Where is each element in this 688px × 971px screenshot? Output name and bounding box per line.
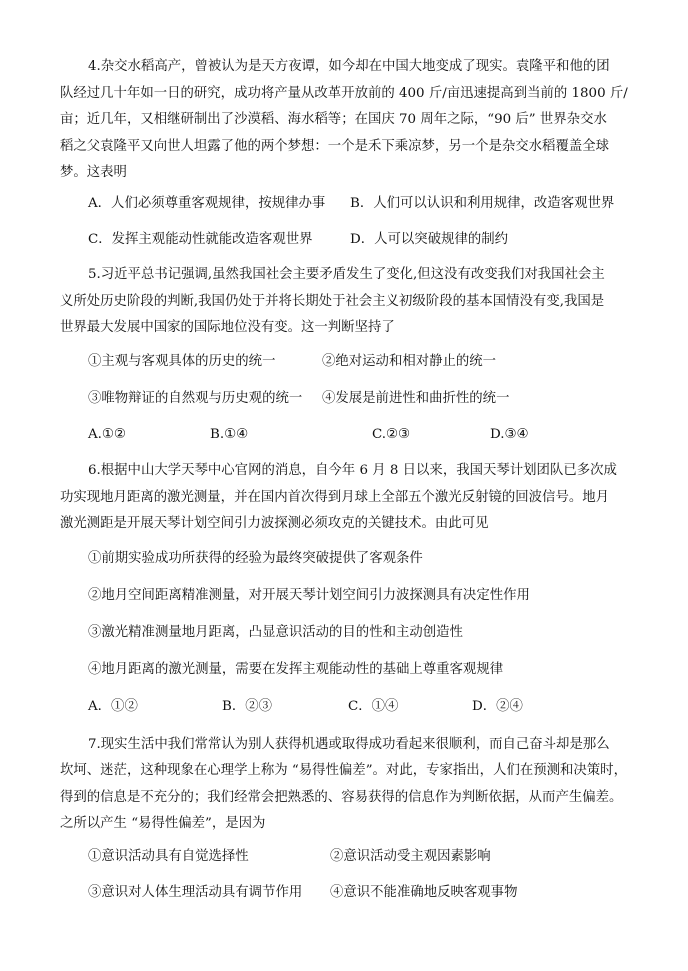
q7-stem-line: 7.现实生活中我们常常认为别人获得机遇或取得成功看起来很顺利，而自己奋斗却是那么 [88,737,610,752]
q4-stem-line: 亩；近几年，又相继研制出了沙漠稻、海水稻等；在国庆 70 周年之际，“90 后” 世界杂交水 [60,112,607,127]
q5-option-d[interactable]: D.③④ [490,427,529,442]
q6-stem-line: 6.根据中山大学天琴中心官网的消息，自今年 6 月 8 日以来，我国天琴计划团队已多次成 [88,463,617,478]
q4-stem-line: 4.杂交水稻高产，曾被认为是天方夜谭，如今却在中国大地变成了现实。袁隆平和他的团 [88,59,610,74]
q5-stem-line: 义所处历史阶段的判断,我国仍处于并将长期处于社会主义初级阶段的基本国情没有变,我国是 [60,294,605,309]
q6-option-d[interactable]: D．②④ [472,699,523,714]
q4-stem-line: 队经过几十年如一日的研究，成功将产量从改革开放前的 400 斤/亩迅速提高到当前的 1800 斤/ [60,86,628,101]
q7-stem-line: 之所以产生 “易得性偏差”，是因为 [60,816,266,831]
q7-item-4: ④意识不能准确地反映客观事物 [330,885,518,900]
q6-option-a[interactable]: A．①② [88,699,138,714]
q4-option-d[interactable]: D．人可以突破规律的制约 [350,232,509,247]
q4-stem-line: 梦。这表明 [60,165,127,180]
q6-option-c[interactable]: C．①④ [348,699,399,714]
q6-item-4: ④地月距离的激光测量，需要在发挥主观能动性的基础上尊重客观规律 [88,662,504,677]
q5-option-a[interactable]: A.①② [88,427,126,442]
q5-item-2: ②绝对运动和相对静止的统一 [322,354,497,369]
q6-stem-line: 功实现地月距离的激光测量，并在国内首次得到月球上全部五个激光反射镜的回波信号。地月 [60,490,610,505]
q5-stem-line: 5.习近平总书记强调,虽然我国社会主要矛盾发生了变化,但这没有改变我们对我国社会主 [88,267,605,282]
q6-item-2: ②地月空间距离精准测量，对开展天琴计划空间引力波探测具有决定性作用 [88,588,530,603]
q5-option-b[interactable]: B.①④ [210,427,249,442]
q5-item-3: ③唯物辩证的自然观与历史观的统一 [88,391,303,406]
q4-option-b[interactable]: B．人们可以认识和利用规律，改造客观世界 [350,196,615,211]
q7-stem-line: 坎坷、迷茫，这种现象在心理学上称为 “易得性偏差”。对此，专家指出，人们在预测和决策时， [60,763,627,778]
q6-item-1: ①前期实验成功所获得的经验为最终突破提供了客观条件 [88,551,423,566]
q6-item-3: ③激光精准测量地月距离，凸显意识活动的目的性和主动创造性 [88,625,463,640]
q5-item-1: ①主观与客观具体的历史的统一 [88,354,276,369]
q4-option-c[interactable]: C．发挥主观能动性就能改造客观世界 [88,232,313,247]
q4-option-a[interactable]: A．人们必须尊重客观规律，按规律办事 [88,196,326,211]
q4-stem-line: 稻之父袁隆平又向世人坦露了他的两个梦想：一个是禾下乘凉梦，另一个是杂交水稻覆盖全球 [60,139,610,154]
q5-item-4: ④发展是前进性和曲折性的统一 [322,391,510,406]
q6-stem-line: 激光测距是开展天琴计划空间引力波探测必须攻克的关键技术。由此可见 [60,516,489,531]
q5-option-c[interactable]: C.②③ [372,427,411,442]
q7-item-3: ③意识对人体生理活动具有调节作用 [88,885,303,900]
q7-stem-line: 得到的信息是不充分的；我们经常会把熟悉的、容易获得的信息作为判断依据，从而产生偏差。 [60,790,623,805]
q7-item-1: ①意识活动具有自觉选择性 [88,849,249,864]
q5-stem-line: 世界最大发展中国家的国际地位没有变。这一判断坚持了 [60,320,395,335]
q7-item-2: ②意识活动受主观因素影响 [330,849,491,864]
q6-option-b[interactable]: B．②③ [222,699,273,714]
